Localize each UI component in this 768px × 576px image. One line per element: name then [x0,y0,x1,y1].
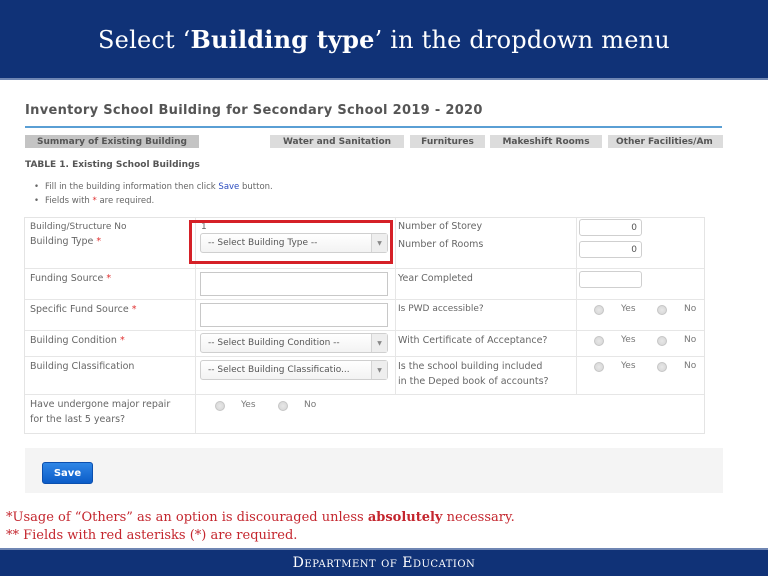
required-asterisk: * [119,335,125,346]
building-condition-select-value: -- Select Building Condition -- [208,338,340,348]
major-repair-label-line1: Have undergone major repair [30,399,171,410]
table-heading: TABLE 1. Existing School Buildings [25,160,200,170]
row-divider [25,330,704,331]
hint-text: Fill in the building information then click [45,182,219,192]
certificate-no-radio[interactable] [657,336,667,346]
pwd-no-radio[interactable] [657,305,667,315]
deped-label-line2: in the Deped book of accounts? [398,376,549,387]
tab-makeshift-rooms[interactable]: Makeshift Rooms [490,135,602,148]
instruction-prefix: Select ‘ [98,25,191,54]
deped-label-line1: Is the school building included [398,361,543,372]
storey-label: Number of Storey [398,221,483,232]
building-type-label [30,234,101,249]
major-repair-label-line2: for the last 5 years? [30,414,126,425]
deped-yes-radio[interactable] [594,362,604,372]
deped-yes-label[interactable]: Yes [621,361,636,371]
certificate-yes-radio[interactable] [594,336,604,346]
row-divider [25,299,704,300]
footer-banner [0,548,768,576]
note-required-fields: ** Fields with red asterisks (*) are required. [6,528,298,543]
footer-text: Department of Education [292,555,476,571]
certificate-label: With Certificate of Acceptance? [398,335,548,346]
building-type-label-text: Building Type [30,236,94,247]
year-completed-input[interactable] [579,271,642,288]
specific-fund-label [30,302,136,317]
hint-save-link[interactable]: Save [218,182,240,192]
save-panel [25,448,723,493]
hint-save: • Fill in the building information then click Save button. [34,182,273,192]
note-others-option [6,510,515,525]
required-asterisk: * [96,236,102,247]
pwd-yes-radio[interactable] [594,305,604,315]
major-repair-yes-radio[interactable] [215,401,225,411]
major-repair-no-label[interactable]: No [304,400,317,410]
building-condition-label [30,333,125,348]
structure-no-value: 1 [201,222,207,232]
column-divider [576,218,577,394]
certificate-no-label[interactable]: No [684,335,697,345]
chevron-down-icon: ▼ [371,334,387,352]
note-text: *Usage of “Others” as an option is discouraged unless [6,510,368,525]
note-text: necessary. [442,510,515,525]
hint-text: button. [239,182,273,192]
instruction-bold: Building type [190,24,375,54]
building-type-highlight [189,220,393,264]
building-classification-select[interactable] [200,360,388,380]
deped-no-label[interactable]: No [684,361,697,371]
column-divider [395,218,396,394]
row-divider [25,268,704,269]
hint-text: are required. [96,196,155,206]
pwd-no-label[interactable]: No [684,304,697,314]
required-asterisk: * [131,304,137,315]
tab-furnitures[interactable]: Furnitures [410,135,485,148]
funding-source-label [30,271,111,286]
building-classification-label: Building Classification [30,361,135,372]
page-title: Inventory School Building for Secondary School 2019 - 2020 [25,103,483,118]
note-emphasis: absolutely [367,510,443,525]
required-asterisk: * [92,196,97,206]
row-divider [25,356,704,357]
funding-source-label-text: Funding Source [30,273,104,284]
title-divider [25,126,722,128]
chevron-down-icon: ▼ [371,234,387,252]
building-classification-select-value: -- Select Building Classificatio... [208,365,350,375]
deped-no-radio[interactable] [657,362,667,372]
building-condition-select[interactable] [200,333,388,353]
rooms-label: Number of Rooms [398,239,484,250]
funding-source-input[interactable] [200,272,388,296]
building-type-select-value: -- Select Building Type -- [208,238,318,248]
pwd-yes-label[interactable]: Yes [621,304,636,314]
tab-other-facilities[interactable]: Other Facilities/Am [608,135,723,148]
certificate-yes-label[interactable]: Yes [621,335,636,345]
storey-input[interactable]: 0 [579,219,642,236]
rooms-input[interactable]: 0 [579,241,642,258]
tab-water-sanitation[interactable]: Water and Sanitation [270,135,404,148]
chevron-down-icon: ▼ [371,361,387,379]
specific-fund-label-text: Specific Fund Source [30,304,129,315]
year-completed-label: Year Completed [398,273,473,284]
pwd-label: Is PWD accessible? [398,304,484,314]
row-divider [25,394,704,395]
specific-fund-source-input[interactable] [200,303,388,327]
instruction-banner [0,0,768,80]
instruction-title [98,25,670,54]
required-asterisk: * [106,273,112,284]
major-repair-yes-label[interactable]: Yes [241,400,256,410]
major-repair-no-radio[interactable] [278,401,288,411]
structure-no-label: Building/Structure No [30,222,127,232]
instruction-suffix: ’ in the dropdown menu [374,25,670,54]
hint-required: • Fields with * are required. [34,196,155,206]
hint-text: Fields with [45,196,93,206]
tab-summary-existing-building[interactable]: Summary of Existing Building [25,135,199,148]
save-button[interactable]: Save [42,462,93,484]
building-condition-label-text: Building Condition [30,335,117,346]
